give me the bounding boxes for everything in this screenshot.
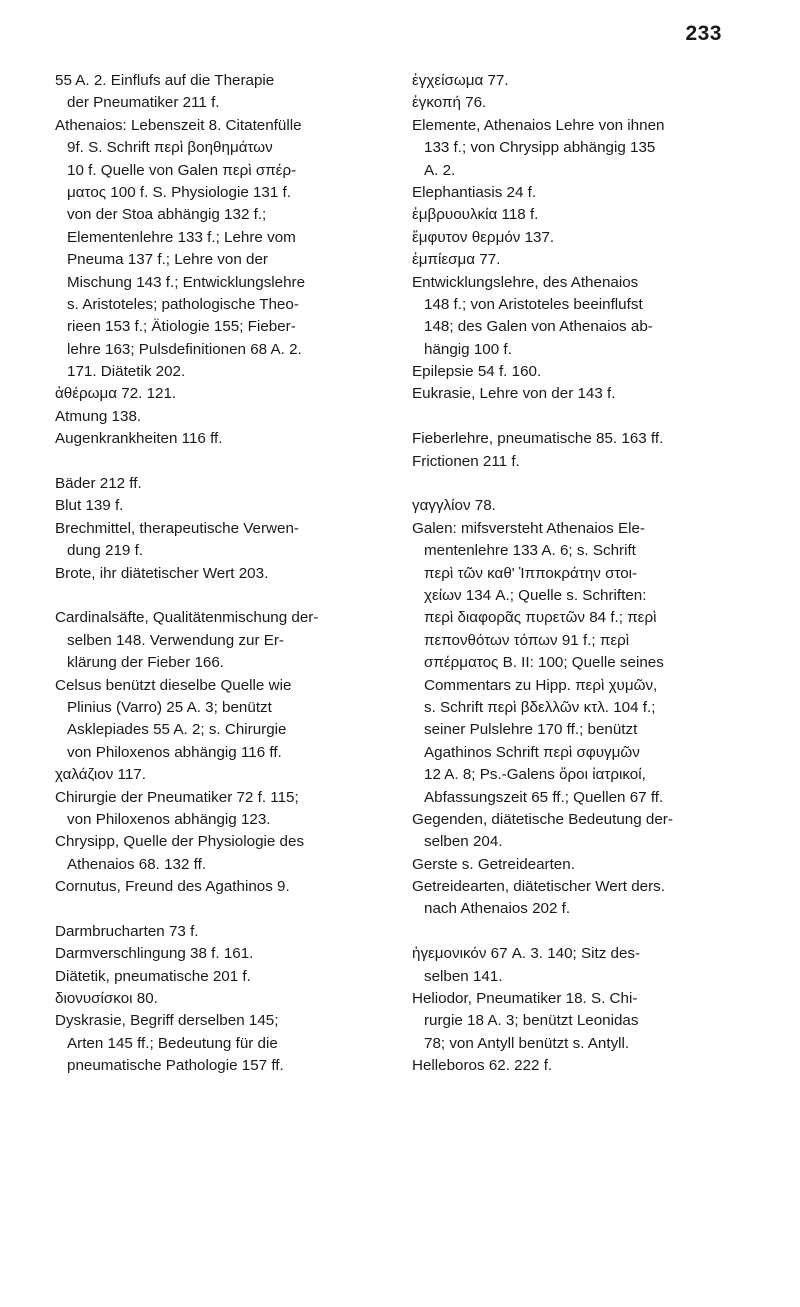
index-line: ἀθέρωμα 72. 121. <box>55 385 177 403</box>
index-line: pneumatische Pathologie 157 ff. <box>67 1057 284 1075</box>
index-line: Darmverschlingung 38 f. 161. <box>55 945 254 963</box>
index-line: s. Aristoteles; pathologische Theo- <box>67 295 299 313</box>
index-line: hängig 100 f. <box>424 340 512 358</box>
index-line: von Philoxenos abhängig 116 ff. <box>67 743 282 761</box>
index-line: Gegenden, diätetische Bedeutung der- <box>412 810 673 828</box>
index-line: Cornutus, Freund des Agathinos 9. <box>55 878 290 896</box>
index-line: Brechmittel, therapeutische Verwen- <box>55 519 299 537</box>
index-line: Brote, ihr diätetischer Wert 203. <box>55 564 269 582</box>
index-line: χαλάζιον 117. <box>55 766 146 784</box>
index-line: Mischung 143 f.; Entwicklungslehre <box>67 273 306 291</box>
blank-line <box>412 473 730 495</box>
index-line: ἐμπίεσμα 77. <box>412 251 501 269</box>
index-line: Agathinos Schrift περὶ σφυγμῶν <box>424 743 640 761</box>
blank-line <box>412 921 730 943</box>
index-line: ἡγεμονικόν 67 A. 3. 140; Sitz des- <box>412 945 641 963</box>
index-line: klärung der Fieber 166. <box>67 654 225 672</box>
index-line: Elementenlehre 133 f.; Lehre vom <box>67 228 296 246</box>
index-line: der Pneumatiker 211 f. <box>67 94 220 112</box>
index-line: 9f. S. Schrift περὶ βοηθημάτων <box>67 139 273 157</box>
index-line: seiner Pulslehre 170 ff.; benützt <box>424 721 638 739</box>
index-line: 133 f.; von Chrysipp abhängig 135 <box>424 139 656 157</box>
index-line: χείων 134 A.; Quelle s. Schriften: <box>424 586 647 604</box>
blank-line <box>55 898 355 920</box>
index-line: Arten 145 ff.; Bedeutung für die <box>67 1034 278 1052</box>
index-line: lehre 163; Pulsdefinitionen 68 A. 2. <box>67 340 302 358</box>
index-line: Gerste s. Getreidearten. <box>412 855 575 873</box>
index-line: Entwicklungslehre, des Athenaios <box>412 273 639 291</box>
index-line: selben 204. <box>424 833 503 851</box>
index-line: von der Stoa abhängig 132 f.; <box>67 206 267 224</box>
index-line: Commentars zu Hipp. περὶ χυμῶν, <box>424 676 658 694</box>
index-line: Augenkrankheiten 116 ff. <box>55 430 223 448</box>
index-line: Frictionen 211 f. <box>412 452 520 470</box>
index-line: Elemente, Athenaios Lehre von ihnen <box>412 116 665 134</box>
index-line: περὶ τῶν καθ' Ἱπποκράτην στοι- <box>424 564 638 582</box>
index-line: γαγγλίον 78. <box>412 497 496 515</box>
index-line: 148 f.; von Aristoteles beeinflufst <box>424 295 643 313</box>
index-line: Athenaios: Lebenszeit 8. Citatenfülle <box>55 116 302 134</box>
index-line: Pneuma 137 f.; Lehre von der <box>67 251 268 269</box>
index-line: dung 219 f. <box>67 542 144 560</box>
index-line: selben 141. <box>424 967 503 985</box>
index-line: mentenlehre 133 A. 6; s. Schrift <box>424 542 636 560</box>
index-line: ἔμφυτον θερμόν 137. <box>412 228 555 246</box>
index-line: διονυσίσκοι 80. <box>55 990 158 1008</box>
index-line: Celsus benützt dieselbe Quelle wie <box>55 676 292 694</box>
index-line: Dyskrasie, Begriff derselben 145; <box>55 1012 279 1030</box>
index-line: Darmbrucharten 73 f. <box>55 922 199 940</box>
index-line: ἐγχείσωμα 77. <box>412 72 509 89</box>
index-line: περὶ διαφορᾶς πυρετῶν 84 f.; περὶ <box>424 609 657 627</box>
index-line: Epilepsie 54 f. 160. <box>412 363 542 381</box>
index-line: Galen: mifsversteht Athenaios Ele- <box>412 519 645 537</box>
index-line: Chirurgie der Pneumatiker 72 f. 115; <box>55 788 299 806</box>
blank-line <box>55 585 355 607</box>
index-column-right <box>412 70 730 1078</box>
index-line: Heliodor, Pneumatiker 18. S. Chi- <box>412 990 638 1008</box>
index-line: Eukrasie, Lehre von der 143 f. <box>412 385 616 403</box>
index-line: Plinius (Varro) 25 A. 3; benützt <box>67 698 272 716</box>
page-number: 233 <box>685 22 722 45</box>
index-line: A. 2. <box>424 161 456 179</box>
index-line: Getreidearten, diätetischer Wert ders. <box>412 878 665 896</box>
index-line: nach Athenaios 202 f. <box>424 900 571 918</box>
index-line: Chrysipp, Quelle der Physiologie des <box>55 833 305 851</box>
index-line: von Philoxenos abhängig 123. <box>67 810 271 828</box>
index-line: Cardinalsäfte, Qualitätenmischung der- <box>55 609 319 627</box>
index-line: 171. Diätetik 202. <box>67 363 186 381</box>
index-column-left <box>55 70 355 1078</box>
index-line: ἐμβρυουλκία 118 f. <box>412 206 539 224</box>
index-line: Blut 139 f. <box>55 497 124 515</box>
index-line: 148; des Galen von Athenaios ab- <box>424 318 653 336</box>
index-line: πεπονθότων τόπων 91 f.; περὶ <box>424 631 630 649</box>
index-line: Helleboros 62. 222 f. <box>412 1057 553 1075</box>
index-line: Diätetik, pneumatische 201 f. <box>55 967 251 985</box>
index-line: selben 148. Verwendung zur Er- <box>67 631 284 649</box>
index-line: Fieberlehre, pneumatische 85. 163 ff. <box>412 430 664 448</box>
index-line: Atmung 138. <box>55 407 142 425</box>
index-line: 12 A. 8; Ps.-Galens ὅροι ἰατρικοί, <box>424 766 646 784</box>
index-line: ἐγκοπή 76. <box>412 94 487 112</box>
index-line: ματος 100 f. S. Physiologie 131 f. <box>67 183 291 201</box>
blank-line <box>55 451 355 473</box>
index-line: σπέρματος B. II: 100; Quelle seines <box>424 654 664 672</box>
index-line: 10 f. Quelle von Galen περὶ σπέρ- <box>67 161 297 179</box>
index-line: Asklepiades 55 A. 2; s. Chirurgie <box>67 721 287 739</box>
index-line: s. Schrift περὶ βδελλῶν κτλ. 104 f.; <box>424 698 656 716</box>
index-line: Elephantiasis 24 f. <box>412 183 537 201</box>
index-line: rieen 153 f.; Ätiologie 155; Fieber- <box>67 318 296 336</box>
index-line: rurgie 18 A. 3; benützt Leonidas <box>424 1012 639 1030</box>
index-line: Abfassungszeit 65 ff.; Quellen 67 ff. <box>424 788 664 806</box>
index-line: Athenaios 68. 132 ff. <box>67 855 207 873</box>
index-line: 78; von Antyll benützt s. Antyll. <box>424 1034 630 1052</box>
index-line: 55 A. 2. Einflufs auf die Therapie <box>55 72 275 89</box>
index-line: Bäder 212 ff. <box>55 475 142 493</box>
blank-line <box>412 406 730 428</box>
